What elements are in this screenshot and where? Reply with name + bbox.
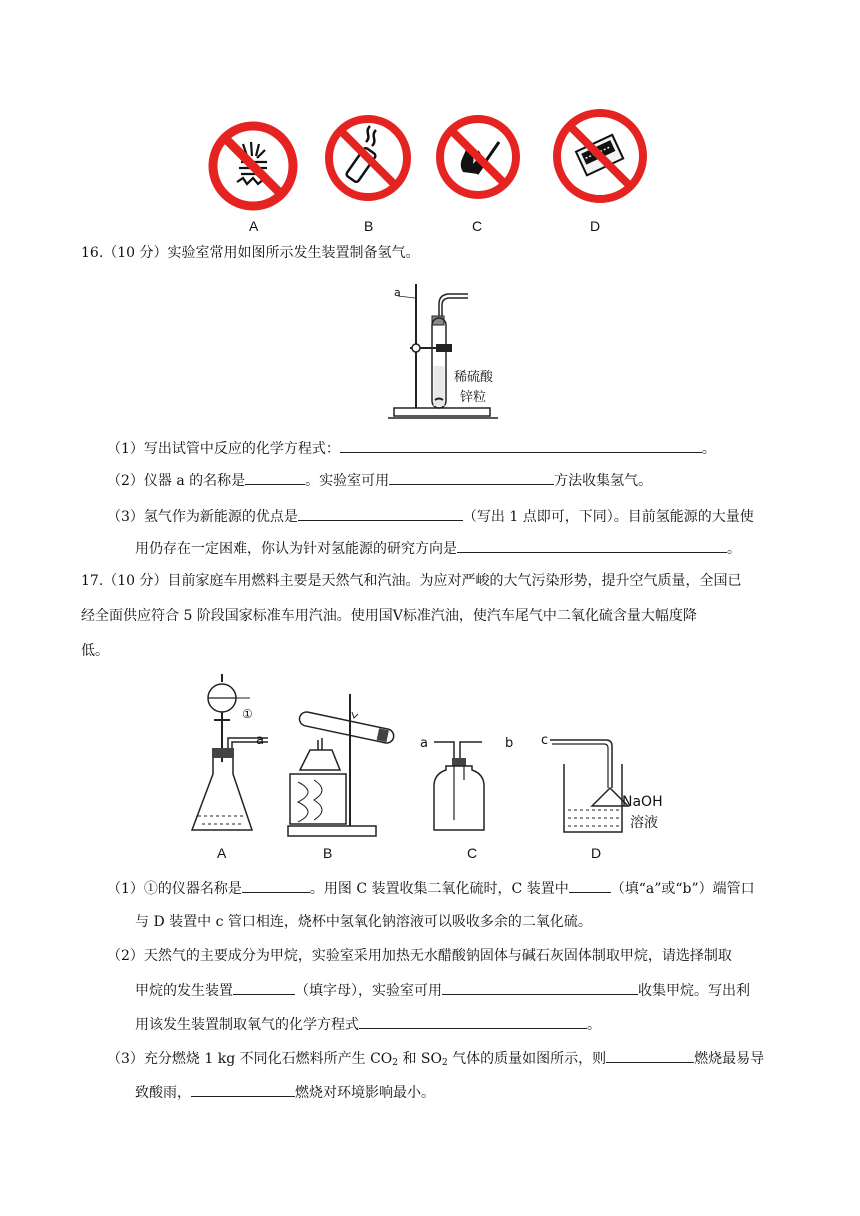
q17-part1-line1 [107,878,755,899]
apparatus-label-c: C [467,845,478,861]
q16-part2-blank1[interactable] [245,470,305,485]
q17-part1-blank2[interactable] [569,878,611,893]
q17-intro-line2: 经全面供应符合 5 阶段国家标准车用汽油。使用国Ⅴ标准汽油，使汽车尾气中二氧化硫含量大幅度降 [81,608,697,624]
q17-part3-text1: 充分燃烧 1 kg 不同化石燃料所产生 CO [143,1051,393,1067]
sign-label-b: B [364,218,374,234]
sign-label-c: C [472,218,483,234]
q16-part2-text3: 方法收集氢气。 [554,473,653,489]
q17-part2-blank1[interactable] [233,980,295,995]
apparatus-label-d: D [591,845,602,861]
apparatus-b-heating [284,690,400,838]
q17-part2-blank3[interactable] [359,1014,587,1029]
q16-part3-end: 。 [727,541,741,557]
apparatus-label-b: B [323,845,333,861]
q16-part3-line2 [135,538,741,559]
q17-part1-text3: （填“a”或“b”）端管口 [610,881,755,897]
q17-part3-line2 [135,1082,435,1103]
naoh-label: NaOH [622,794,663,810]
q17-part1-number: （1） [107,881,144,897]
q17-part3-blank1[interactable] [606,1048,694,1063]
q16-part2-blank2[interactable] [389,470,554,485]
q17-part3-blank2[interactable] [191,1082,295,1097]
apparatus-d-beaker [540,730,632,836]
q17-part2-end: 。 [587,1017,601,1033]
zinc-granule-label: 锌粒 [460,390,487,405]
q16-part3-blank1[interactable] [298,506,463,521]
q16-part1-blank[interactable] [340,438,702,453]
q17-part3-number: （3） [107,1051,144,1067]
q17-part3-text4: 燃烧最易导 [694,1051,765,1067]
q16-heading: 16.（10 分）实验室常用如图所示发生装置制备氢气。 [81,245,420,261]
q16-part1-number: （1） [107,441,144,457]
q16-part2 [107,470,652,491]
no-fireworks-icon [205,118,301,214]
q16-part1-text: 写出试管中反应的化学方程式： [143,441,340,457]
q17-part3-line1 [107,1048,764,1073]
apparatus-d-port-c: c [541,733,549,748]
q17-part1-line2: 与 D 装置中 c 管口相连，烧杯中氢氧化钠溶液可以吸收多余的二氧化硫。 [135,914,592,930]
q17-intro-line3: 低。 [81,643,109,659]
q17-part1-text2: 。用图 C 装置收集二氧化硫时，C 装置中 [309,881,569,897]
q16-part3-text2: （写出 1 点即可，下同）。目前氢能源的大量使 [462,509,754,525]
solution-label: 溶液 [630,815,658,831]
q17-part2-text5: 用该发生装置制取氧气的化学方程式 [135,1017,359,1033]
q17-part2-text3: （填字母），实验室可用 [295,983,442,999]
q17-part2-line1 [107,946,732,966]
no-smoking-icon [322,112,414,204]
no-matches-icon [550,106,650,206]
so2-subscript: 2 [441,1058,448,1068]
q16-part3-blank2[interactable] [457,538,727,553]
q16-part2-text2: 。实验室可用 [305,473,390,489]
apparatus-a-flask [188,674,278,840]
q17-part2-line2 [135,980,750,1001]
q16-part3-line1 [107,506,754,527]
sign-label-a: A [249,218,259,234]
q16-part1 [107,438,716,459]
q17-part2-text2: 甲烷的发生装置 [135,983,233,999]
q16-part2-text1: 仪器 a 的名称是 [143,473,246,489]
q17-part1-text1: ①的仪器名称是 [143,881,242,897]
apparatus-a-port-a: a [256,733,264,748]
instrument-a-label: a [394,286,401,299]
q17-part1-blank1[interactable] [242,878,310,893]
funnel-circle1-label: ① [242,707,253,721]
apparatus-c-port-b: b [505,736,514,751]
co2-subscript: 2 [392,1058,398,1068]
q16-part1-end: 。 [701,441,716,457]
apparatus-c-port-a: a [420,736,428,751]
q17-part2-text1: 天然气的主要成分为甲烷，实验室采用加热无水醋酸钠固体与碱石灰固体制取甲烷，请选择制取 [143,948,732,964]
sign-label-d: D [590,218,601,234]
no-open-flame-icon [433,112,523,202]
q17-part3-text3: 气体的质量如图所示，则 [447,1051,607,1067]
q16-part3-number: （3） [107,509,144,525]
q17-part3-text6: 燃烧对环境影响最小。 [295,1085,435,1101]
dilute-sulfuric-acid-label: 稀硫酸 [454,370,494,385]
apparatus-label-a: A [217,845,227,861]
q16-part2-number: （2） [107,473,144,489]
q17-part3-text5: 致酸雨， [135,1085,191,1101]
q17-part2-blank2[interactable] [442,980,638,995]
q16-part3-text1: 氢气作为新能源的优点是 [143,509,298,525]
q17-part2-text4: 收集甲烷。写出利 [638,983,750,999]
q17-part3-text2: 和 SO [398,1051,442,1067]
apparatus-c-bottle [420,730,516,834]
q17-part2-number: （2） [107,948,144,964]
q16-part3-text3: 用仍存在一定困难，你认为针对氢能源的研究方向是 [135,541,457,557]
q17-intro-line1: 17.（10 分）目前家庭车用燃料主要是天然气和汽油。为应对严峻的大气污染形势，提升空气质量，全国已 [81,573,742,589]
q17-part2-line3 [135,1014,601,1035]
